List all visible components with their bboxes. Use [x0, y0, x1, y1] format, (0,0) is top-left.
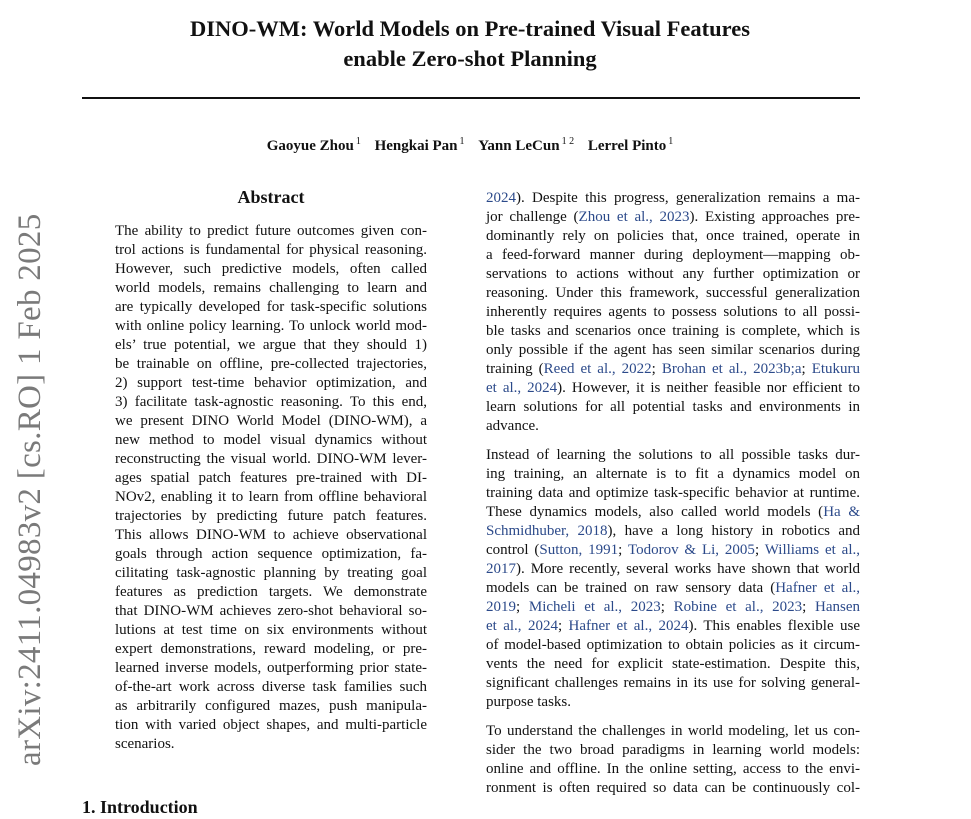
author-list — [100, 131, 840, 157]
text-line: 2017). More recently, several works have shown that world — [486, 561, 860, 577]
paper-title — [120, 14, 820, 74]
title-line-2: enable Zero-shot Planning — [343, 46, 597, 71]
intro-column — [486, 189, 860, 808]
author: Hengkai Pan $^1$ — [374, 136, 465, 154]
abstract-line: reconstructing the visual world. DINO-WM lever- — [115, 451, 427, 467]
citation-link[interactable]: Micheli et al., 2023 — [528, 599, 661, 615]
abstract-line: 3) facilitate task-agnostic reasoning. To this end, — [115, 394, 427, 410]
citation-link[interactable]: Sutton, 1991 — [539, 542, 619, 558]
abstract-body — [115, 222, 427, 754]
author: Yann LeCun $^{1 2}$ — [478, 136, 575, 154]
abstract-line: of-the-art work across diverse task families such — [115, 679, 427, 695]
citation-link[interactable]: Hafner et al., — [775, 580, 860, 596]
title-rule — [82, 97, 860, 99]
abstract-line: world models, remains challenging to learn and — [115, 280, 427, 296]
text-line: 2019; Micheli et al., 2023; Robine et al., 2023; Hansen — [486, 599, 860, 615]
abstract-line: goals through action sequence optimization, fa- — [115, 546, 427, 562]
text-line: learn solutions for all potential tasks and environments in — [486, 399, 860, 415]
text-line: servations to actions without any further optimization or — [486, 266, 860, 282]
text-line: dominantly rely on policies that, once trained, operate in — [486, 228, 860, 244]
abstract-line: as arbitrarily configured mazes, push manipula- — [115, 698, 427, 714]
abstract-line: learned inverse models, outperforming prior state- — [115, 660, 427, 676]
text-line: of model-based optimization to obtain policies as it circum- — [486, 637, 860, 653]
text-line: 2024). Despite this progress, generalization remains a ma- — [486, 190, 860, 206]
citation-link[interactable]: et al., 2024 — [486, 380, 558, 396]
abstract-line: are typically developed for task-specific solutions — [115, 299, 427, 315]
abstract-line: However, such predictive models, often called — [115, 261, 427, 277]
citation-link[interactable]: 2024 — [486, 190, 516, 206]
text-line: a feed-forward manner during deployment—mapping ob- — [486, 247, 860, 263]
text-line: control (Sutton, 1991; Todorov & Li, 2005; Williams et al., — [486, 542, 861, 558]
text-line: et al., 2024; Hafner et al., 2024). This enables flexible use — [486, 618, 861, 634]
abstract-line: lutions at test time on six environments without — [115, 622, 427, 638]
abstract-line: tion with varied object shapes, and multi-particle — [115, 717, 427, 733]
text-line: ble tasks and scenarios once training is complete, which is — [486, 323, 860, 339]
abstract-line: with online policy learning. To unlock world mod- — [115, 318, 427, 334]
text-line: inherently requires agents to possess solutions to all possi- — [486, 304, 860, 320]
citation-link[interactable]: Etukuru — [811, 361, 861, 377]
text-line: training data and optimize task-specific behavior at runtime. — [486, 485, 860, 501]
citation-link[interactable]: et al., 2024 — [486, 618, 558, 634]
text-line: ronment is often required so data can be continuously col- — [486, 780, 860, 796]
text-line: To understand the challenges in world modeling, let us con- — [486, 723, 860, 739]
abstract-line: 2) support test-time behavior optimization, and — [115, 375, 427, 391]
citation-link[interactable]: 2019 — [486, 599, 516, 615]
citation-link[interactable]: Schmidhuber, 2018 — [486, 523, 608, 539]
text-line: jor challenge (Zhou et al., 2023). Existing approaches pre- — [486, 209, 860, 225]
text-line: sider the two broad paradigms in learning world models: — [486, 742, 860, 758]
author: Gaoyue Zhou $^1$ — [266, 136, 361, 154]
abstract-line: scenarios. — [115, 736, 175, 752]
citation-link[interactable]: Robine et al., 2023 — [673, 599, 803, 615]
section-heading: 1. Introduction — [82, 797, 198, 817]
abstract-line: cilitating task-agnostic planning by treating goal — [115, 565, 427, 581]
abstract-line: we present DINO World Model (DINO-WM), a — [115, 413, 427, 429]
text-line: online and offline. In the online setting, access to the envi- — [486, 761, 860, 777]
abstract-line: This allows DINO-WM to achieve observational — [115, 527, 427, 543]
text-line: models can be trained on raw sensory data (Hafner et al., — [486, 580, 860, 596]
abstract-line: NOv2, enabling it to learn from offline behavioral — [115, 489, 427, 505]
abstract-line: new method to model visual dynamics without — [115, 432, 427, 448]
abstract-line: expert demonstrations, reward modeling, or pre- — [115, 641, 427, 657]
citation-link[interactable]: Brohan et al., 2023b;a — [661, 361, 802, 377]
text-line: only possible if the agent has seen similar scenarios during — [486, 342, 860, 358]
abstract-line: that DINO-WM achieves zero-shot behavioral so- — [115, 603, 427, 619]
abstract-line: The ability to predict future outcomes given con- — [115, 223, 427, 239]
text-line: et al., 2024). However, it is neither feasible nor efficient to — [486, 380, 860, 396]
text-line: training (Reed et al., 2022; Brohan et al., 2023b;a; Etukuru — [486, 361, 861, 377]
text-line: purpose tasks. — [486, 694, 571, 710]
abstract-line: be trainable on offline, pre-collected trajectories, — [115, 356, 427, 372]
text-line: significant challenges remains in its use for solving general- — [486, 675, 860, 691]
author: Lerrel Pinto $^1$ — [587, 136, 674, 154]
intro-paragraph-1 — [486, 189, 860, 436]
intro-paragraph-2 — [486, 446, 860, 712]
arxiv-stamp: arXiv:2411.04983v2 [cs.RO] 1 Feb 2025 — [12, 213, 48, 766]
intro-paragraph-3 — [486, 722, 860, 798]
title-line-1: DINO-WM: World Models on Pre-trained Visual Features — [190, 16, 750, 41]
text-line: Instead of learning the solutions to all possible tasks dur- — [486, 447, 860, 463]
abstract-line: ages spatial patch features pre-trained with DI- — [115, 470, 427, 486]
citation-link[interactable]: Todorov & Li, 2005 — [627, 542, 755, 558]
abstract-line: trol actions is fundamental for physical reasoning. — [115, 242, 427, 258]
text-line: reasoning. Under this framework, successful generalization — [486, 285, 860, 301]
text-line: These dynamics models, also called world models (Ha & — [486, 504, 860, 520]
citation-link[interactable]: Zhou et al., 2023 — [578, 209, 690, 225]
citation-link[interactable]: Williams et al., — [764, 542, 861, 558]
abstract-line: els’ true potential, we argue that they should 1) — [115, 337, 427, 353]
abstract-line: trajectories by predicting future patch features. — [115, 508, 427, 524]
citation-link[interactable]: 2017 — [486, 561, 516, 577]
abstract-line: features as prediction targets. We demonstrate — [115, 584, 427, 600]
text-line: vents the need for explicit state-estimation. Despite this, — [486, 656, 860, 672]
citation-link[interactable]: Reed et al., 2022 — [543, 361, 652, 377]
citation-link[interactable]: Ha & — [823, 504, 860, 520]
abstract-heading: Abstract — [237, 187, 305, 207]
text-line: ing training, an alternate is to fit a dynamics model on — [486, 466, 860, 482]
citation-link[interactable]: Hansen — [815, 599, 860, 615]
text-line: Schmidhuber, 2018), have a long history in robotics and — [486, 523, 860, 539]
text-line: advance. — [486, 418, 539, 434]
citation-link[interactable]: Hafner et al., 2024 — [568, 618, 689, 634]
